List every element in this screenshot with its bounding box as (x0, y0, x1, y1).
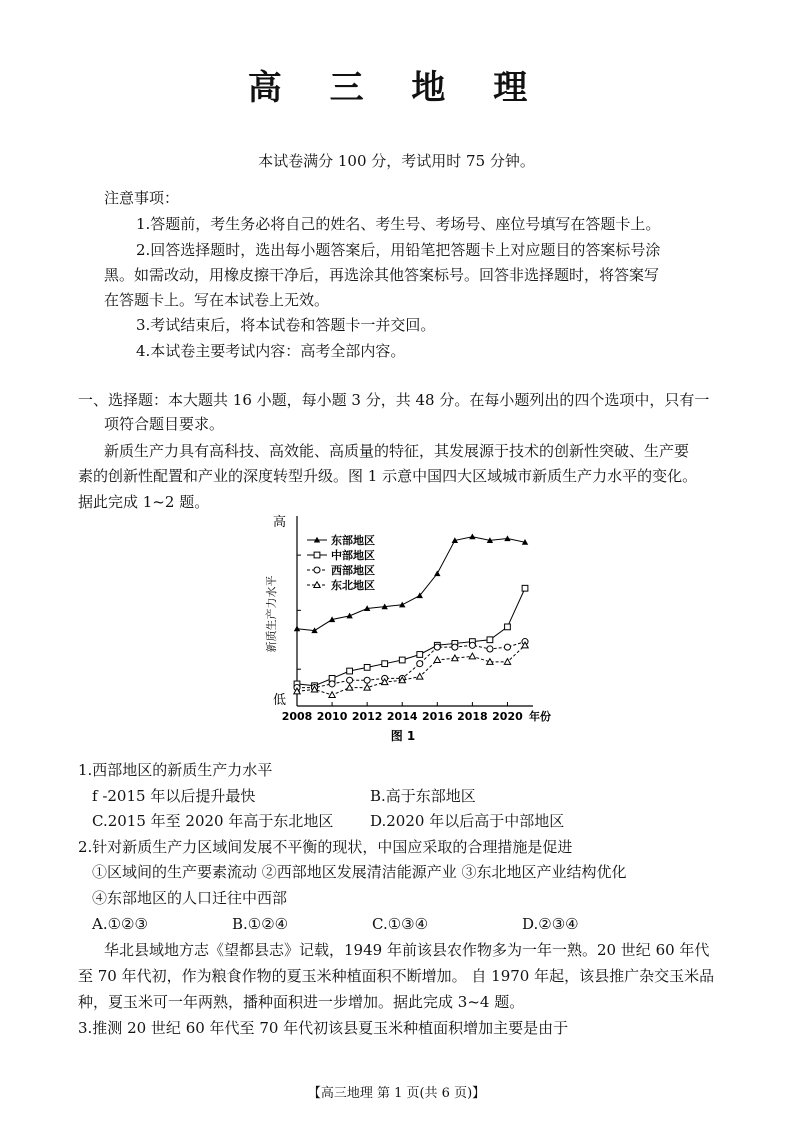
question-2-option-b[interactable]: B.①②④ (232, 915, 289, 933)
data-point (487, 637, 493, 643)
data-point (417, 652, 423, 658)
x-axis-label: 年份 (529, 710, 551, 723)
question-1-option-c[interactable]: C.2015 年至 2020 年高于东北地区 (92, 812, 334, 830)
section-heading-cont: 项符合题目要求。 (104, 415, 225, 433)
notice-item: 在答题卡上。写在本试卷上无效。 (104, 291, 330, 309)
series-line (297, 645, 525, 695)
x-tick-label: 2016 (421, 710, 453, 723)
x-tick-label: 2020 (492, 710, 523, 723)
question-1-option-a[interactable]: f -2015 年以后提升最快 (92, 787, 256, 805)
passage-line: 华北县域地方志《望都县志》记载，1949 年前该县农作物多为一年一熟。20 世纪 60 年代 (104, 941, 710, 959)
question-1-option-d[interactable]: D.2020 年以后高于中部地区 (370, 812, 565, 830)
data-point (364, 677, 370, 683)
x-tick-label: 2010 (316, 710, 348, 723)
question-2-option-c[interactable]: C.①③④ (372, 915, 429, 933)
data-point (347, 668, 353, 674)
data-point (417, 661, 423, 667)
figure-1-chart (255, 510, 555, 760)
data-point (469, 534, 475, 540)
page-footer: 【高三地理 第 1 页(共 6 页)】 (307, 1086, 486, 1101)
y-low-label: 低 (273, 693, 287, 708)
data-point (329, 692, 335, 698)
data-point (399, 602, 405, 608)
data-point (399, 657, 405, 663)
x-tick-label: 2012 (351, 710, 383, 723)
legend-entry: 中部地区 (331, 549, 375, 562)
figure-caption: 图 1 (390, 729, 416, 743)
data-point (364, 664, 370, 670)
data-point (314, 552, 320, 558)
question-3-stem: 3.推测 20 世纪 60 年代至 70 年代初该县夏玉米种植面积增加主要是由于 (78, 1019, 569, 1037)
data-point (346, 613, 352, 619)
section-heading: 一、选择题：本大题共 16 小题，每小题 3 分，共 48 分。在每小题列出的四个选项中，只有一 (78, 391, 710, 409)
question-2-statements: ④东部地区的人口迁往中西部 (92, 889, 288, 907)
passage-line: 种，夏玉米可一年两熟，播种面积进一步增加。据此完成 3~4 题。 (78, 993, 525, 1011)
question-1-option-b[interactable]: B.高于东部地区 (370, 787, 476, 805)
data-point (329, 681, 335, 687)
data-point (434, 644, 440, 650)
passage-line: 至 70 年代初，作为粮食作物的夏玉米种植面积不断增加。 自 1970 年起，该县推广杂交玉米品 (78, 967, 715, 985)
data-point (505, 624, 511, 630)
y-axis-label: 新质生产力水平 (265, 575, 278, 653)
x-tick-label: 2014 (386, 710, 418, 723)
x-tick-label: 2008 (281, 710, 313, 723)
data-point (452, 644, 458, 650)
notice-item: 3.考试结束后，将本试卷和答题卡一并交回。 (136, 316, 436, 334)
question-2-option-a[interactable]: A.①②③ (92, 915, 148, 933)
notice-item: 4.本试卷主要考试内容：高考全部内容。 (136, 342, 406, 360)
question-2-stem: 2.针对新质生产力区域间发展不平衡的现状，中国应采取的合理措施是促进 (78, 838, 573, 856)
legend-entry: 东北地区 (331, 579, 375, 592)
notice-item: 1.答题前，考生务必将自己的姓名、考生号、考场号、座位号填写在答题卡上。 (136, 215, 661, 233)
data-point (294, 626, 300, 632)
passage-line: 据此完成 1~2 题。 (78, 493, 210, 511)
notice-item: 2.回答选择题时，选出每小题答案后，用铅笔把答题卡上对应题目的答案标号涂 (136, 241, 661, 259)
passage-line: 新质生产力具有高科技、高效能、高质量的特征，其发展源于技术的创新性突破、生产要 (104, 442, 690, 460)
question-2-option-d[interactable]: D.②③④ (522, 915, 579, 933)
data-point (382, 661, 388, 667)
page-title: 高 三 地 理 (247, 68, 546, 108)
exam-info: 本试卷满分 100 分，考试用时 75 分钟。 (258, 152, 535, 170)
legend-entry: 东部地区 (331, 534, 375, 547)
data-point (487, 646, 493, 652)
data-point (504, 644, 510, 650)
data-point (469, 653, 475, 659)
data-point (434, 570, 440, 576)
question-1-stem: 1.西部地区的新质生产力水平 (78, 761, 273, 779)
notice-item: 黑。如需改动，用橡皮擦干净后，再选涂其他答案标号。回答非选择题时，将答案写 (104, 266, 660, 284)
data-point (347, 677, 353, 683)
y-high-label: 高 (273, 515, 287, 530)
data-point (417, 673, 423, 679)
question-2-statements: ①区域间的生产要素流动 ②西部地区发展清洁能源产业 ③东北地区产业结构优化 (92, 863, 627, 881)
passage-line: 素的创新性配置和产业的深度转型升级。图 1 示意中国四大区域城市新质生产力水平的变化。 (78, 467, 698, 485)
legend-entry: 西部地区 (331, 564, 375, 577)
x-tick-label: 2018 (457, 710, 488, 723)
notice-heading: 注意事项： (104, 189, 180, 207)
data-point (314, 567, 320, 573)
data-point (522, 585, 528, 591)
data-point (469, 642, 475, 648)
data-point (504, 535, 510, 541)
